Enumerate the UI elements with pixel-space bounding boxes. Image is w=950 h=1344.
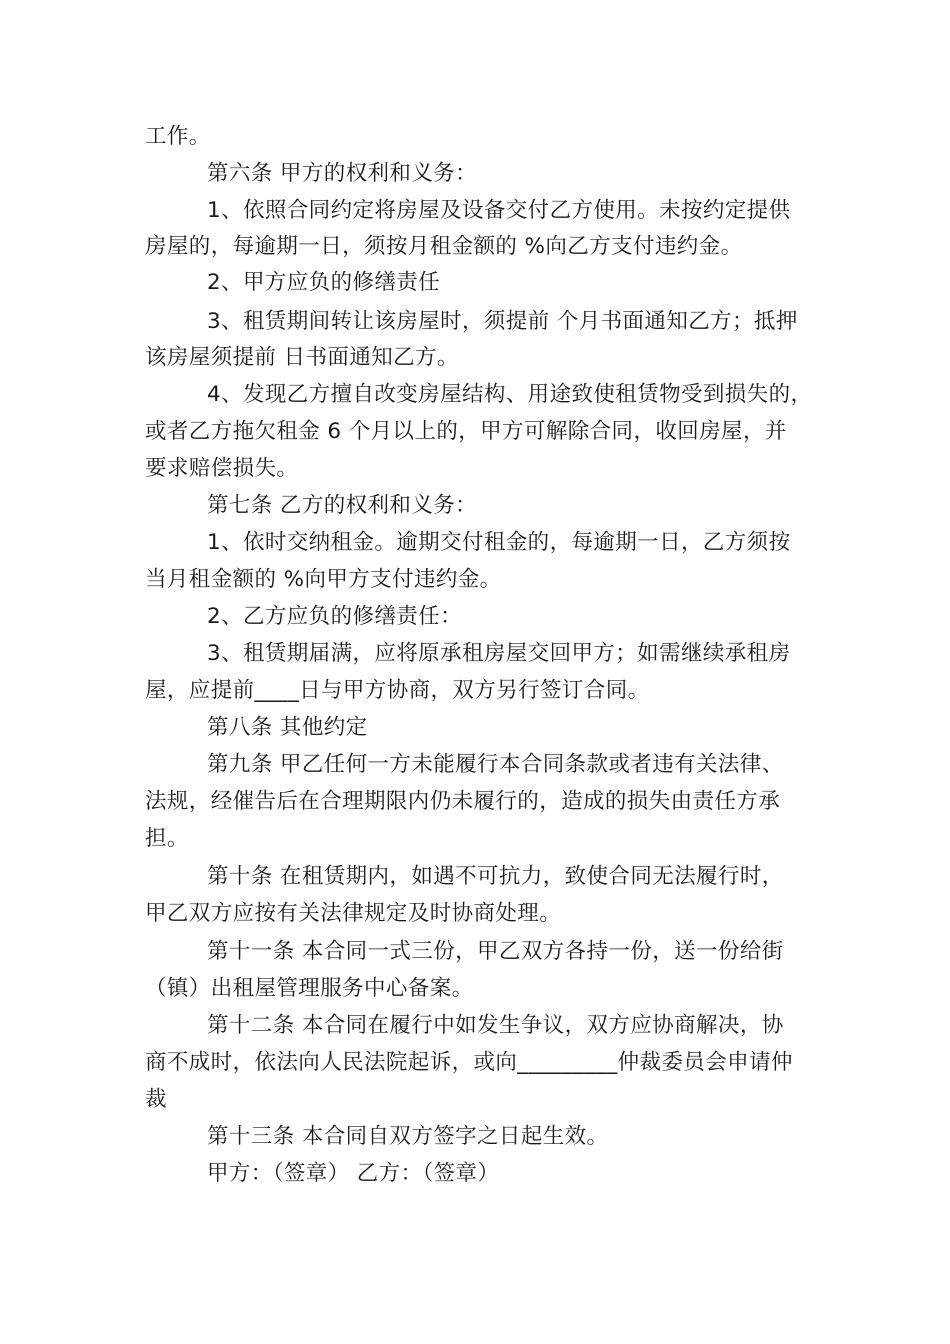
text-line: 该房屋须提前 日书面通知乙方。 [145,345,459,370]
text-line: （镇）出租屋管理服务中心备案。 [145,976,474,1001]
text-line: 商不成时，依法向人民法院起诉，或向_________仲裁委员会申请仲 [145,1050,793,1075]
section-heading-article-6: 第六条 甲方的权利和义务： [207,161,478,186]
text-line: 第九条 甲乙任何一方未能履行本合同条款或者违有关法律、 [207,752,784,777]
text-line: 第十条 在租赁期内，如遇不可抗力，致使合同无法履行时， [207,864,784,889]
signature-line: 甲方：（签章） 乙方：（签章） [207,1161,500,1186]
text-line: 3、租赁期届满，应将原承租房屋交回甲方；如需继续承租房 [207,641,791,666]
text-line: 裁 [145,1087,167,1112]
text-line: 甲乙双方应按有关法律规定及时协商处理。 [145,901,562,926]
text-line: 3、租赁期间转让该房屋时，须提前 个月书面通知乙方；抵押 [207,309,798,334]
text-line: 法规，经催告后在合理期限内仍未履行的，造成的损失由责任方承 [145,789,781,814]
text-line: 1、依照合同约定将房屋及设备交付乙方使用。未按约定提供 [207,198,791,223]
text-line: 或者乙方拖欠租金 6 个月以上的，甲方可解除合同，收回房屋，并 [145,419,787,444]
section-heading-article-7: 第七条 乙方的权利和义务： [207,493,478,518]
text-line: 屋，应提前____日与甲方协商，双方另行签订合同。 [145,678,650,703]
text-line: 第十一条 本合同一式三份，甲乙双方各持一份，送一份给街 [207,939,784,964]
text-line: 2、甲方应负的修缮责任 [207,270,441,295]
text-line: 第十二条 本合同在履行中如发生争议，双方应协商解决，协 [207,1013,784,1038]
text-line: 房屋的，每逾期一日，须按月租金额的 %向乙方支付违约金。 [145,234,743,259]
text-line: 第十三条 本合同自双方签字之日起生效。 [207,1124,609,1149]
text-line: 要求赔偿损失。 [145,456,299,481]
text-line: 当月租金额的 %向甲方支付违约金。 [145,567,502,592]
section-heading-article-8: 第八条 其他约定 [207,715,368,740]
text-line: 工作。 [145,124,211,149]
text-line: 1、依时交纳租金。逾期交付租金的，每逾期一日，乙方须按 [207,530,791,555]
text-line: 担。 [145,826,189,851]
text-line: 2、乙方应负的修缮责任： [207,604,462,629]
text-line: 4、发现乙方擅自改变房屋结构、用途致使租赁物受到损失的， [207,382,813,407]
